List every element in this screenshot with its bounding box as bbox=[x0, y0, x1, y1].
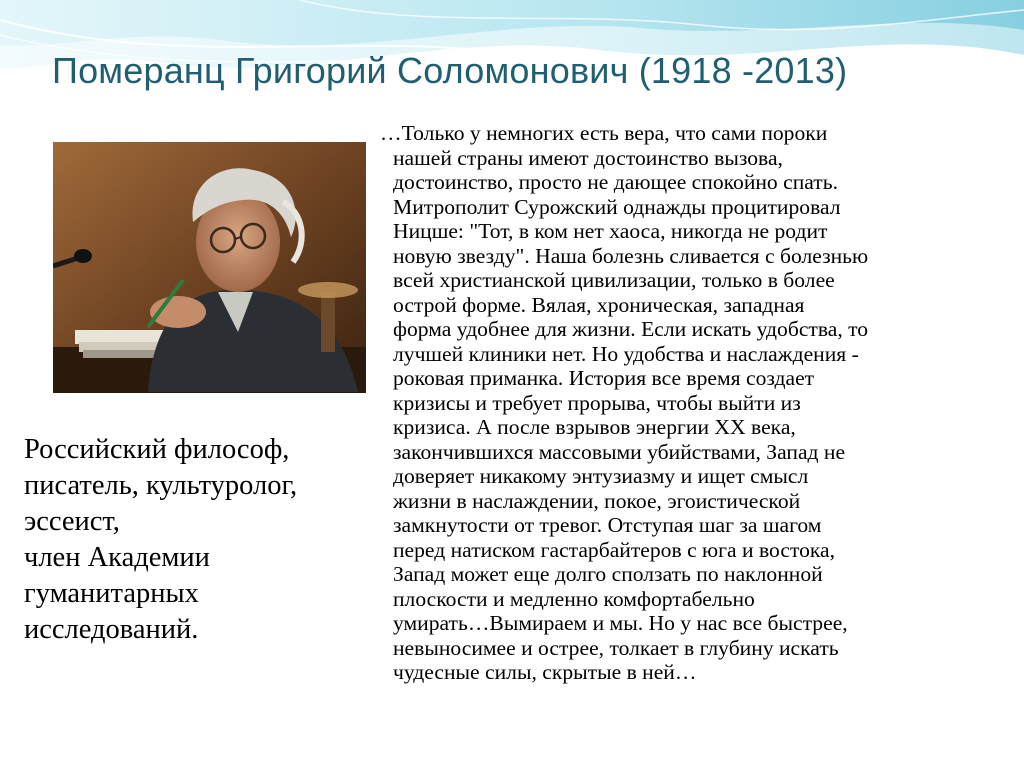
bio-line: писатель, культуролог, bbox=[24, 470, 298, 501]
quote-line: роковая приманка. История все время создает bbox=[393, 366, 815, 390]
quote-line: Митрополит Сурожский однажды процитировал bbox=[393, 194, 841, 219]
quote-line: плоскости и медленно комфортабельно bbox=[393, 586, 755, 611]
bio-line: Российский философ, bbox=[24, 434, 290, 465]
quote-line: кризисы и требует прорыва, чтобы выйти из bbox=[393, 390, 801, 415]
bio-line: гуманитарных bbox=[24, 578, 199, 609]
quote-line: …Только у немногих есть вера, что сами пороки bbox=[380, 121, 828, 145]
bio-description bbox=[24, 432, 379, 648]
quote-line: чудесные силы, скрытые в ней… bbox=[393, 660, 697, 684]
quote-line: лучшей клиники нет. Но удобства и наслаждения - bbox=[393, 341, 859, 366]
quote-line: доверяет никакому энтузиазму и ищет смысл bbox=[393, 464, 809, 488]
quote-line: замкнутости от тревог. Отступая шаг за шагом bbox=[393, 513, 822, 537]
quote-line: невыносимее и острее, толкает в глубину искать bbox=[393, 635, 839, 660]
quote-line: Запад может еще долго сползать по наклонной bbox=[393, 562, 823, 586]
quote-line: новую звезду". Наша болезнь сливается с болезнью bbox=[393, 243, 869, 268]
quote-line: кризиса. А после взрывов энергии XX века, bbox=[393, 415, 796, 439]
quote-line: форма удобнее для жизни. Если искать удобства, то bbox=[393, 317, 869, 341]
quote-line: умирать…Вымираем и мы. Но у нас все быстрее, bbox=[393, 611, 848, 635]
quote-line: острой форме. Вялая, хроническая, западная bbox=[393, 292, 805, 317]
quote-line: закончившихся массовыми убийствами, Запад не bbox=[393, 439, 846, 464]
quote-line: нашей страны имеют достоинство вызова, bbox=[393, 145, 783, 170]
slide-title: Померанц Григорий Соломонович (1918 -2013) bbox=[52, 50, 848, 91]
quote-line: перед натиском гастарбайтеров с юга и востока, bbox=[393, 537, 836, 562]
quote-line: достоинство, просто не дающее спокойно спать. bbox=[393, 170, 838, 194]
bio-line: член Академии bbox=[24, 542, 210, 573]
quote-line: всей христианской цивилизации, только в более bbox=[393, 268, 835, 292]
portrait-photo bbox=[53, 142, 366, 393]
quote-text bbox=[380, 121, 1000, 685]
bio-line: исследований. bbox=[24, 614, 199, 645]
bio-line: эссеист, bbox=[24, 506, 120, 537]
quote-line: жизни в наслаждении, покое, эгоистической bbox=[393, 488, 801, 513]
quote-line: Ницше: "Тот, в ком нет хаоса, никогда не родит bbox=[393, 219, 828, 243]
